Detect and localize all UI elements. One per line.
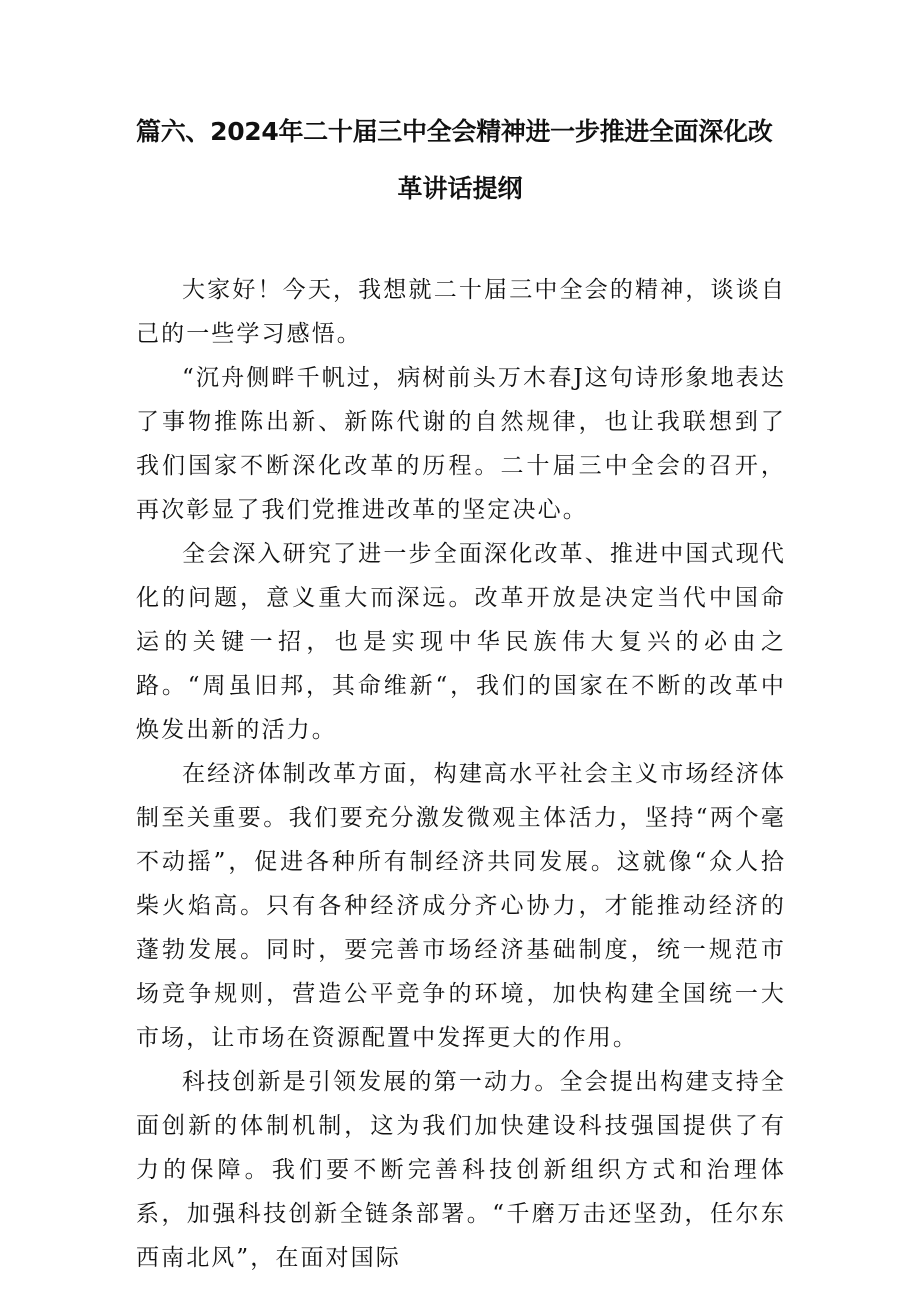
document-title-line-2: 革讲话提纲 xyxy=(397,174,523,203)
paragraph: 全会深入研究了进一步全面深化改革、推进中国式现代化的问题，意义重大而深远。改革开放是决定当代中国命运的关键一招，也是实现中华民族伟大复兴的必由之路。“周虽旧邦，其命维新“，我们的国家在不断的改革中焕发出新的活力。 xyxy=(136,541,786,743)
paragraph: 大家好！今天，我想就二十届三中全会的精神，谈谈自己的一些学习感悟。 xyxy=(136,277,786,347)
document-title-line-1: 篇六、2024年二十届三中全会精神进一步推进全面深化改 xyxy=(136,117,773,146)
paragraph: 科技创新是引领发展的第一动力。全会提出构建支持全面创新的体制机制，这为我们加快建设科技强国提供了有力的保障。我们要不断完善科技创新组织方式和治理体系，加强科技创新全链条部署。“千磨万击还坚劲，任尔东西南北风”，在面对国际 xyxy=(136,1069,786,1271)
document-body xyxy=(136,268,786,1280)
paragraph: 在经济体制改革方面，构建高水平社会主义市场经济体制至关重要。我们要充分激发微观主体活力，坚持“两个毫不动摇”，促进各种所有制经济共同发展。这就像“众人拾柴火焰高。只有各种经济成分齐心协力，才能推动经济的蓬勃发展。同时，要完善市场经济基础制度，统一规范市场竞争规则，营造公平竞争的环境，加快构建全国统一大市场，让市场在资源配置中发挥更大的作用。 xyxy=(136,761,786,1051)
paragraph: “沉舟侧畔千帆过，病树前头万木春J这句诗形象地表达了事物推陈出新、新陈代谢的自然规律，也让我联想到了我们国家不断深化改革的历程。二十届三中全会的召开，再次彰显了我们党推进改革的坚定决心。 xyxy=(136,365,786,523)
